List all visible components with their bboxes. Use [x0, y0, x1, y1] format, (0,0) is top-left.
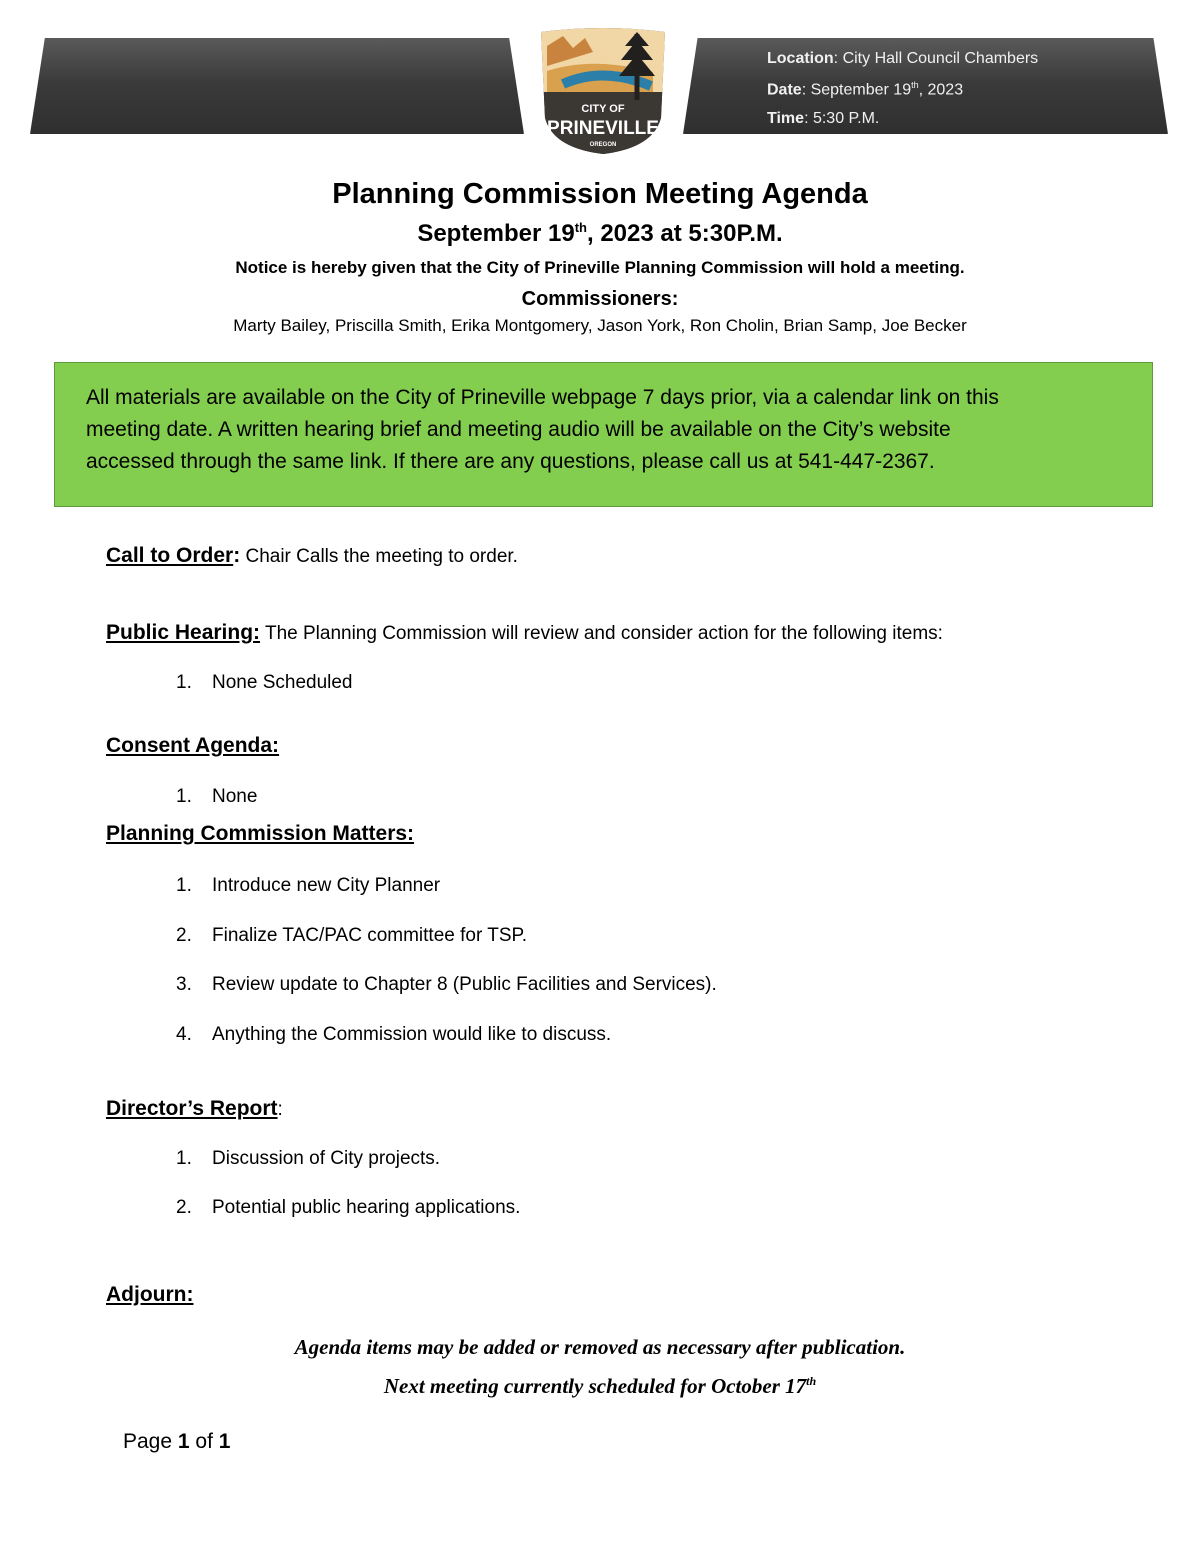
notice-line-1: All materials are available on the City of Prineville webpage 7 days prior, via a calendar link on this — [86, 386, 999, 409]
page-title: Planning Commission Meeting Agenda — [332, 178, 868, 210]
location-label: Location — [767, 50, 834, 67]
consent-agenda-heading: Consent Agenda: — [106, 734, 280, 757]
logo-sub: OREGON — [589, 142, 617, 148]
time-value: : 5:30 P.M. — [804, 110, 880, 127]
call-to-order-text: Chair Calls the meeting to order. — [240, 546, 518, 567]
directors-report-heading: Director’s Report — [106, 1097, 278, 1120]
logo-name: PRINEVILLE — [547, 118, 659, 139]
pc-matters-heading: Planning Commission Matters: — [106, 822, 415, 845]
materials-notice-box — [54, 362, 1153, 507]
directors-report-section: Director’s Report: — [106, 1097, 283, 1120]
location-value: : City Hall Council Chambers — [833, 50, 1039, 67]
list-item: 1. None Scheduled — [176, 672, 353, 693]
public-hearing-text: The Planning Commission will review and consider action for the following items: — [260, 623, 943, 644]
pc-matters-section — [106, 822, 414, 846]
list-item: 4. Anything the Commission would like to discuss. — [176, 1024, 612, 1045]
date-line: Date: September 19th, 2023 — [767, 80, 964, 99]
logo-city-of: CITY OF — [581, 103, 625, 115]
list-item: 1. Discussion of City projects. — [176, 1148, 441, 1169]
footer-note-1: Agenda items may be added or removed as necessary after publication. — [294, 1335, 906, 1359]
date-label: Date — [767, 81, 802, 99]
location-line — [767, 50, 1038, 68]
meeting-date-title: September 19th, 2023 at 5:30P.M. — [417, 220, 783, 247]
adjourn-heading: Adjourn: — [106, 1283, 194, 1306]
public-hearing-section — [106, 621, 943, 645]
notice-line: Notice is hereby given that the City of Prineville Planning Commission will hold a meeting. — [235, 258, 965, 277]
list-item: 1. Introduce new City Planner — [176, 875, 441, 896]
commissioners-list: Marty Bailey, Priscilla Smith, Erika Montgomery, Jason York, Ron Cholin, Brian Samp, Joe Becker — [233, 316, 967, 335]
time-label: Time — [767, 110, 805, 127]
list-item: 3. Review update to Chapter 8 (Public Facilities and Services). — [176, 974, 717, 995]
commissioners-heading: Commissioners: — [521, 288, 679, 310]
list-item: 2. Potential public hearing applications. — [176, 1197, 521, 1218]
adjourn-section — [106, 1283, 193, 1307]
footer-note-2: Next meeting currently scheduled for October 17th — [383, 1374, 817, 1398]
city-logo — [533, 26, 673, 156]
notice-line-3: accessed through the same link. If there are any questions, please call us at 541-447-2367. — [86, 450, 935, 473]
notice-line-2: meeting date. A written hearing brief and meeting audio will be available on the City’s website — [86, 418, 951, 441]
header-bar-left — [30, 38, 524, 138]
public-hearing-heading: Public Hearing: — [106, 621, 261, 644]
page-number: Page 1 of 1 — [123, 1430, 231, 1453]
call-to-order-section: Call to Order: Chair Calls the meeting to order. — [106, 544, 518, 567]
consent-agenda-section — [106, 734, 279, 758]
time-line — [767, 110, 879, 128]
call-to-order-heading: Call to Order — [106, 544, 234, 567]
list-item: 1. None — [176, 786, 258, 807]
list-item: 2. Finalize TAC/PAC committee for TSP. — [176, 925, 528, 946]
